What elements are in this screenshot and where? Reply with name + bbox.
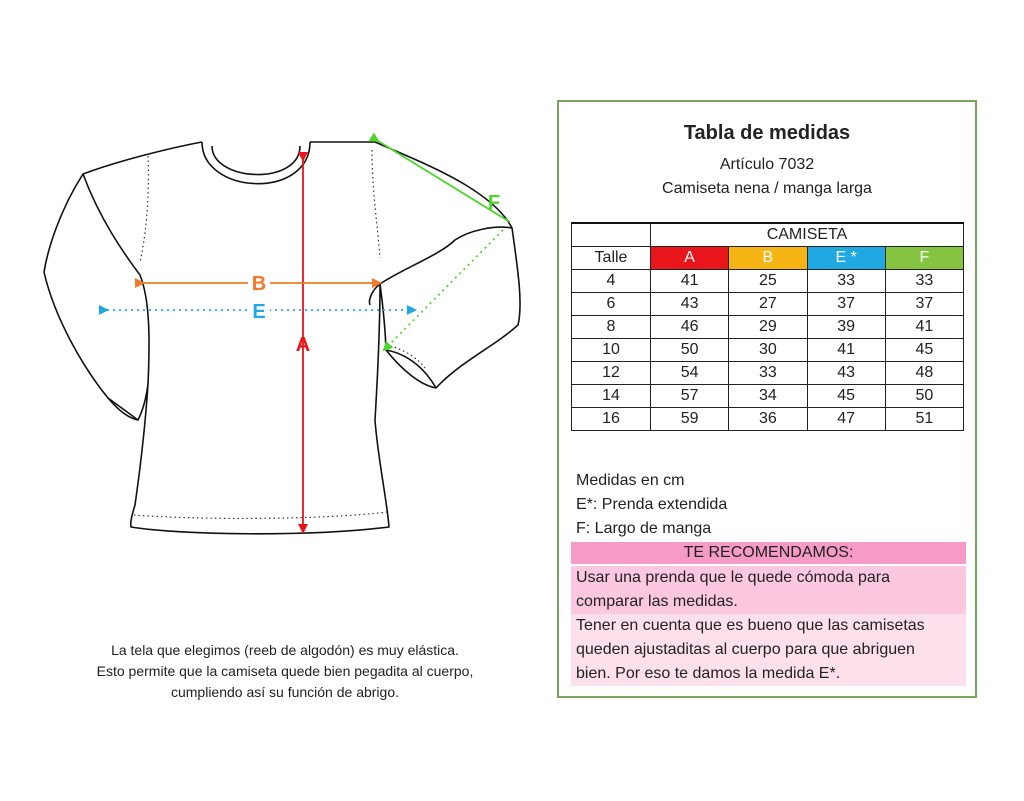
table-cell: 54 <box>651 362 729 385</box>
table-cell: 6 <box>572 293 651 316</box>
table-row <box>572 408 964 431</box>
shirt-diagram <box>0 0 560 560</box>
recommend-line: Tener en cuenta que es bueno que las camisetas <box>576 617 925 634</box>
table-cell: 12 <box>572 362 651 385</box>
shirt-seams <box>134 150 425 518</box>
table-row <box>572 385 964 408</box>
table-cell: 43 <box>807 362 885 385</box>
table-cell: 33 <box>885 270 963 293</box>
measure-e-label: E <box>252 301 266 323</box>
legend-e: E*: Prenda extendida <box>576 496 728 513</box>
article-number: Artículo 7032 <box>719 156 815 173</box>
legend-units: Medidas en cm <box>576 472 685 489</box>
fabric-note-line: La tela que elegimos (reeb de algodón) es muy elástica. <box>111 642 459 658</box>
table-cell: 30 <box>729 339 807 362</box>
table-cell: 43 <box>651 293 729 316</box>
fabric-note <box>60 640 510 703</box>
column-header-a: A <box>651 247 729 270</box>
table-cell: 50 <box>885 385 963 408</box>
table-cell: 16 <box>572 408 651 431</box>
panel-title: Tabla de medidas <box>683 122 851 144</box>
legend-f: F: Largo de manga <box>576 520 712 537</box>
table-row <box>572 362 964 385</box>
table-cell: 34 <box>729 385 807 408</box>
table-cell: 37 <box>885 293 963 316</box>
product-description: Camiseta nena / manga larga <box>662 180 872 197</box>
table-cell: 41 <box>651 270 729 293</box>
column-header-f: F <box>885 247 963 270</box>
table-cell: 33 <box>729 362 807 385</box>
table-cell: 41 <box>885 316 963 339</box>
table-cell: 59 <box>651 408 729 431</box>
recommend-line: Usar una prenda que le quede cómoda para <box>576 569 890 586</box>
table-cell: 41 <box>807 339 885 362</box>
recommend-line: bien. Por eso te damos la medida E*. <box>576 665 841 682</box>
table-cell: 29 <box>729 316 807 339</box>
table-cell: 47 <box>807 408 885 431</box>
table-row <box>572 339 964 362</box>
table-corner <box>572 223 651 247</box>
table-cell: 39 <box>807 316 885 339</box>
shirt-outline <box>44 142 520 534</box>
table-cell: 14 <box>572 385 651 408</box>
table-row <box>572 293 964 316</box>
table-cell: 46 <box>651 316 729 339</box>
fabric-note-line: cumpliendo así su función de abrigo. <box>170 684 400 700</box>
table-cell: 8 <box>572 316 651 339</box>
table-cell: 50 <box>651 339 729 362</box>
table-cell: 4 <box>572 270 651 293</box>
table-group-header: CAMISETA <box>651 223 964 247</box>
recommend-line: queden ajustaditas al cuerpo para que abriguen <box>576 641 915 658</box>
table-cell: 45 <box>885 339 963 362</box>
table-cell: 25 <box>729 270 807 293</box>
table-cell: 37 <box>807 293 885 316</box>
table-row <box>572 316 964 339</box>
recommend-item-2 <box>571 614 966 686</box>
table-cell: 48 <box>885 362 963 385</box>
recommend-header: TE RECOMENDAMOS: <box>571 542 966 564</box>
table-size-header: Talle <box>572 247 651 270</box>
size-chart-panel <box>557 100 977 698</box>
size-table <box>571 222 964 431</box>
table-cell: 27 <box>729 293 807 316</box>
fabric-note-line: Esto permite que la camiseta quede bien pegadita al cuerpo, <box>96 663 474 679</box>
column-header-b: B <box>729 247 807 270</box>
table-cell: 57 <box>651 385 729 408</box>
table-cell: 45 <box>807 385 885 408</box>
column-header-e: E * <box>807 247 885 270</box>
recommend-item-1 <box>571 566 966 614</box>
table-row <box>572 270 964 293</box>
table-cell: 36 <box>729 408 807 431</box>
measure-b-label: B <box>251 273 267 295</box>
table-cell: 51 <box>885 408 963 431</box>
measure-a-label: A <box>295 334 311 356</box>
table-cell: 33 <box>807 270 885 293</box>
table-cell: 10 <box>572 339 651 362</box>
recommend-line: comparar las medidas. <box>576 593 738 610</box>
measure-f-label: F <box>487 192 501 214</box>
